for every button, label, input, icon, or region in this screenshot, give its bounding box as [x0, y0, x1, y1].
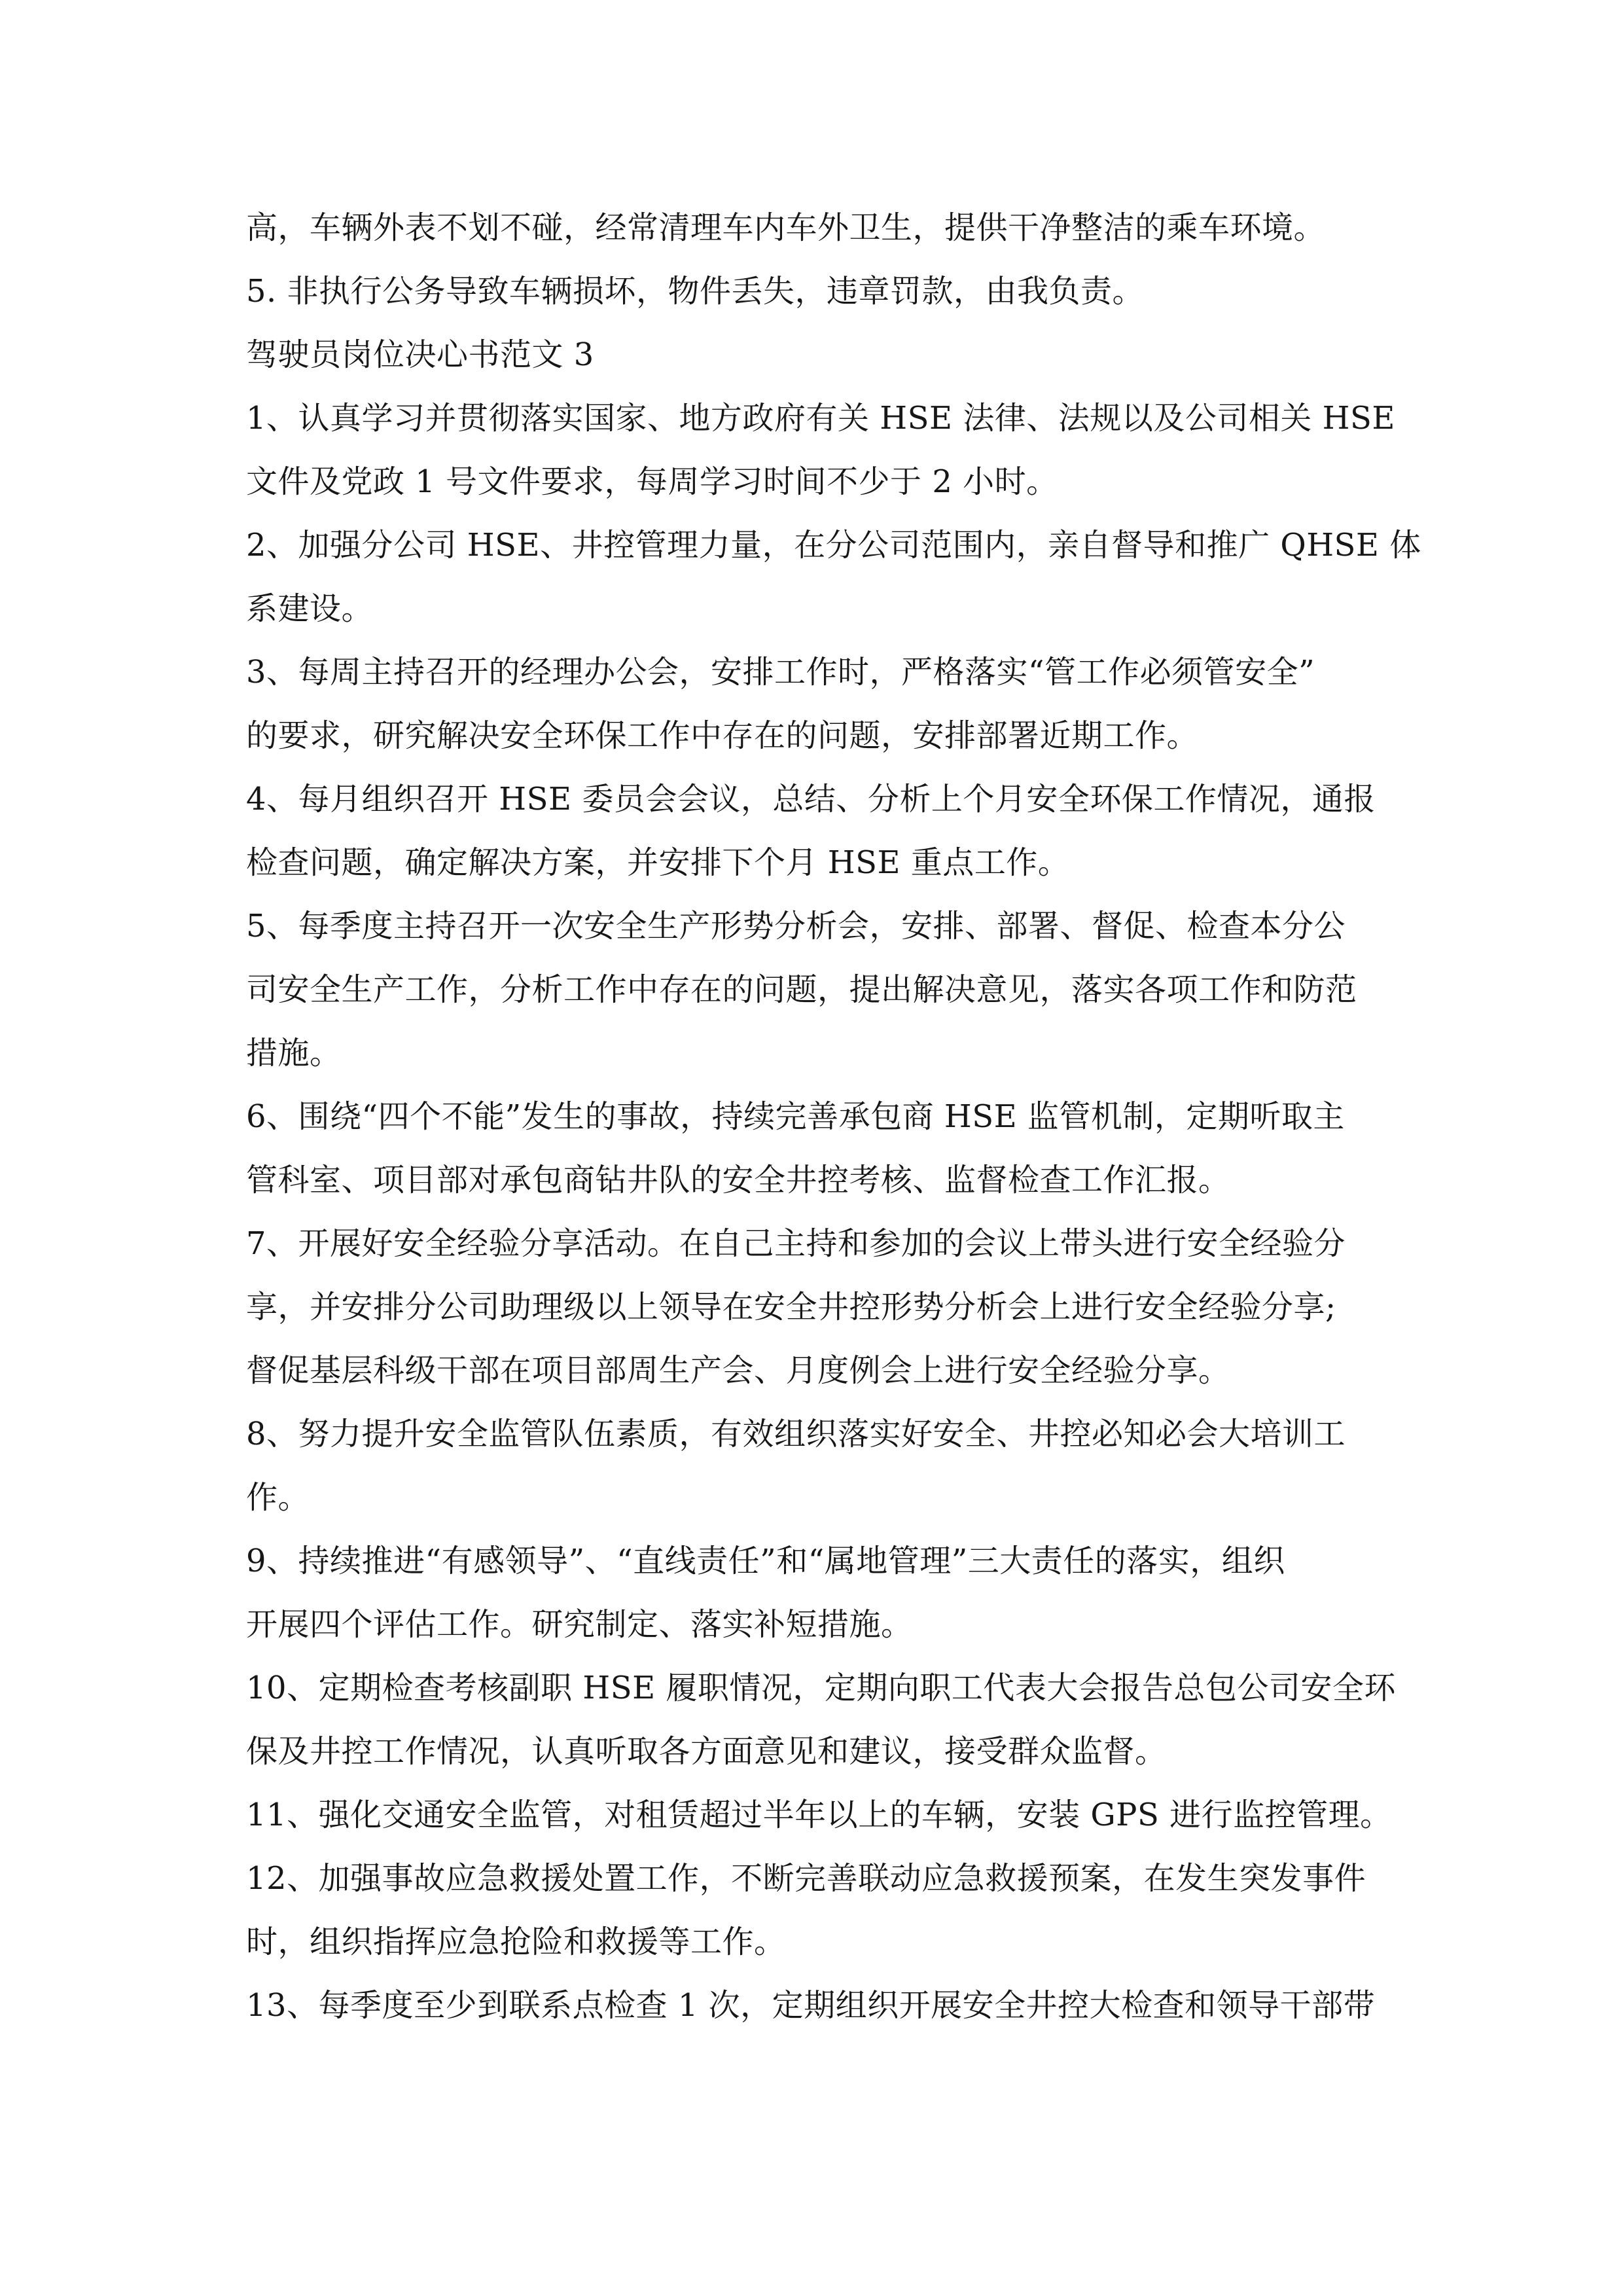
text-line: 管科室、项目部对承包商钻井队的安全井控考核、监督检查工作汇报。 [246, 1162, 1230, 1198]
text-line: 时，组织指挥应急抢险和救援等工作。 [246, 1924, 786, 1960]
text-line: 3、每周主持召开的经理办公会，安排工作时，严格落实“管工作必须管安全” [246, 654, 1315, 691]
text-line: 13、每季度至少到联系点检查 1 次，定期组织开展安全井控大检查和领导干部带 [246, 1987, 1376, 2024]
text-line: 享，并安排分公司助理级以上领导在安全井控形势分析会上进行安全经验分享; [246, 1289, 1336, 1325]
text-line: 5. 非执行公务导致车辆损坏，物件丢失，违章罚款，由我负责。 [246, 273, 1145, 310]
text-line: 高，车辆外表不划不碰，经常清理车内车外卫生，提供干净整洁的乘车环境。 [246, 209, 1326, 246]
document-body [246, 196, 1421, 2037]
text-line: 2、加强分公司 HSE、井控管理力量，在分公司范围内，亲自督导和推广 QHSE 体 [246, 527, 1421, 564]
text-line: 10、定期检查考核副职 HSE 履职情况，定期向职工代表大会报告总包公司安全环 [246, 1670, 1396, 1706]
text-line: 1、认真学习并贯彻落实国家、地方政府有关 HSE 法律、法规以及公司相关 HSE [246, 400, 1395, 437]
text-line: 保及井控工作情况，认真听取各方面意见和建议，接受群众监督。 [246, 1733, 1167, 1770]
text-line: 12、加强事故应急救援处置工作，不断完善联动应急救援预案，在发生突发事件 [246, 1860, 1366, 1897]
text-line: 作。 [246, 1479, 310, 1516]
text-line: 文件及党政 1 号文件要求，每周学习时间不少于 2 小时。 [246, 463, 1058, 500]
text-line: 措施。 [246, 1035, 342, 1071]
text-line: 开展四个评估工作。研究制定、落实补短措施。 [246, 1606, 913, 1643]
text-line: 11、强化交通安全监管，对租赁超过半年以上的车辆，安装 GPS 进行监控管理。 [246, 1797, 1392, 1833]
text-line: 8、努力提升安全监管队伍素质，有效组织落实好安全、井控必知必会大培训工 [246, 1416, 1346, 1452]
text-line: 司安全生产工作，分析工作中存在的问题，提出解决意见，落实各项工作和防范 [246, 971, 1357, 1008]
text-line: 9、持续推进“有感领导”、“直线责任”和“属地管理”三大责任的落实，组织 [246, 1543, 1285, 1579]
text-line: 5、每季度主持召开一次安全生产形势分析会，安排、部署、督促、检查本分公 [246, 908, 1346, 944]
text-line: 的要求，研究解决安全环保工作中存在的问题，安排部署近期工作。 [246, 717, 1199, 754]
text-line: 系建设。 [246, 590, 374, 627]
text-line: 4、每月组织召开 HSE 委员会会议，总结、分析上个月安全环保工作情况，通报 [246, 781, 1376, 817]
text-line: 检查问题，确定解决方案，并安排下个月 HSE 重点工作。 [246, 844, 1070, 881]
text-line: 6、围绕“四个不能”发生的事故，持续完善承包商 HSE 监管机制，定期听取主 [246, 1098, 1345, 1135]
text-line: 7、开展好安全经验分享活动。在自己主持和参加的会议上带头进行安全经验分 [246, 1225, 1346, 1262]
section-heading: 驾驶员岗位决心书范文 3 [246, 336, 594, 373]
text-line: 督促基层科级干部在项目部周生产会、月度例会上进行安全经验分享。 [246, 1352, 1230, 1389]
